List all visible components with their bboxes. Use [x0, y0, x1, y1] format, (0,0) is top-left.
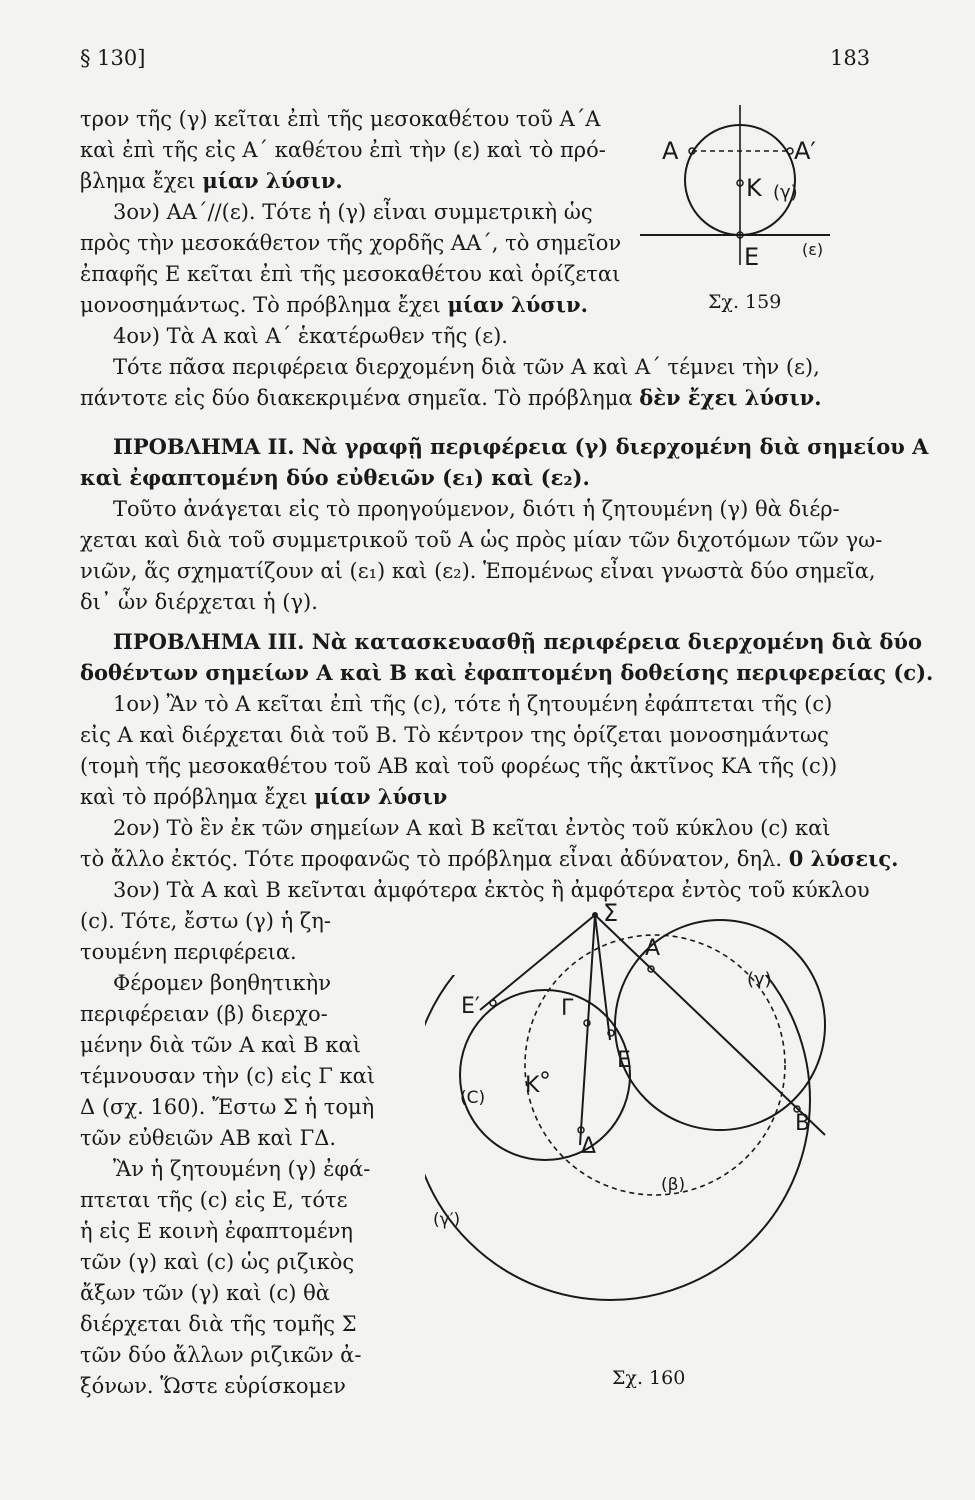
text-line: Δ (σχ. 160). Ἔστω Σ ἡ τομὴ: [80, 1095, 375, 1119]
text-line: διέρχεται διὰ τῆς τομῆς Σ: [80, 1312, 357, 1336]
section-number: § 130]: [80, 46, 146, 70]
bold-run: δὲν ἔχει λύσιν.: [639, 385, 822, 410]
label-gamma-prime: (γ′): [433, 1210, 461, 1230]
text-line: τῶν εὐθειῶν ΑΒ καὶ ΓΔ.: [80, 1126, 337, 1150]
text-line: τρον τῆς (γ) κεῖται ἐπὶ τῆς μεσοκαθέτου τοῦ Α΄Α: [80, 107, 601, 131]
text-line: 4ον) Τὰ Α καὶ Α΄ ἑκατέρωθεν τῆς (ε).: [113, 324, 508, 348]
label-delta: Δ: [581, 1134, 597, 1159]
text-run: βλημα ἔχει: [80, 169, 203, 193]
text-line: Τότε πᾶσα περιφέρεια διερχομένη διὰ τῶν Α καὶ Α΄ τέμνει τὴν (ε),: [113, 355, 820, 379]
text-line: περιφέρειαν (β) διερχο-: [80, 1002, 328, 1026]
text-line: καὶ ἐπὶ τῆς εἰς Α΄ καθέτου ἐπὶ τὴν (ε) καὶ τὸ πρό-: [80, 138, 606, 162]
text-line: 2ον) Τὸ ἓν ἐκ τῶν σημείων Α καὶ Β κεῖται ἐντὸς τοῦ κύκλου (c) καὶ: [113, 816, 831, 840]
text-line: [80, 291, 588, 319]
figure-160-caption: Σχ. 160: [612, 1367, 686, 1389]
problem-heading: [80, 659, 933, 687]
label-E-prime: E′: [461, 994, 480, 1019]
text-line: τουμένη περιφέρεια.: [80, 940, 297, 964]
text-line: [80, 845, 898, 873]
point-K: [542, 1072, 548, 1078]
text-line: 1ον) Ἂν τὸ Α κεῖται ἐπὶ τῆς (c), τότε ἡ ζητουμένη ἐφάπτεται τῆς (c): [113, 692, 833, 716]
text-line: ξόνων. Ὥστε εὑρίσκομεν: [80, 1374, 346, 1398]
figure-159: [640, 105, 870, 295]
label-K: K: [746, 174, 762, 202]
figure-159-caption: Σχ. 159: [708, 291, 782, 313]
line-sigma-E: [595, 915, 610, 1040]
text-line: 3ον) Τὰ Α καὶ Β κεῖνται ἀμφότερα ἐκτὸς ἢ ἀμφότερα ἐντὸς τοῦ κύκλου: [113, 878, 870, 902]
text-line: [80, 167, 343, 195]
text-line: πρὸς τὴν μεσοκάθετον τῆς χορδῆς ΑΑ΄, τὸ σημεῖον: [80, 231, 622, 255]
label-C: (C): [460, 1088, 486, 1108]
label-B: B: [795, 1111, 811, 1136]
text-line: τῶν δύο ἄλλων ριζικῶν ἀ-: [80, 1343, 362, 1367]
text-line: Ἂν ἡ ζητουμένη (γ) ἐφά-: [113, 1157, 371, 1181]
label-E: E: [744, 243, 760, 271]
label-A: A: [662, 137, 679, 165]
text-line: εἰς Α καὶ διέρχεται διὰ τοῦ Β. Τὸ κέντρον της ὁρίζεται μονοσημάντως: [80, 723, 829, 747]
bold-run: ΠΡΟΒΛΗΜΑ ΙΙ. Νὰ γραφῇ περιφέρεια (γ) διερχομένη διὰ σημείου Α: [113, 434, 929, 459]
circle-beta: [525, 935, 785, 1195]
text-line: πτεται τῆς (c) εἰς Ε, τότε: [80, 1188, 348, 1212]
text-run: τὸ ἄλλο ἐκτός. Τότε προφανῶς τὸ πρόβλημα εἶναι ἀδύνατον, δηλ.: [80, 847, 789, 871]
text-line: [80, 783, 447, 811]
bold-run: μίαν λύσιν.: [447, 292, 588, 317]
bold-run: μίαν λύσιν.: [202, 168, 343, 193]
text-run: μονοσημάντως. Τὸ πρόβλημα ἔχει: [80, 293, 448, 317]
problem-heading: [113, 628, 922, 656]
label-gamma: (γ): [747, 969, 772, 990]
bold-run: ΠΡΟΒΛΗΜΑ ΙΙΙ. Νὰ κατασκευασθῇ περιφέρεια διερχομένη διὰ δύο: [113, 629, 923, 654]
text-line: νιῶν, ἅς σχηματίζουν αἱ (ε₁) καὶ (ε₂). Ἑπομένως εἶναι γνωστὰ δύο σημεῖα,: [80, 559, 876, 583]
text-line: (c). Τότε, ἔστω (γ) ἡ ζη-: [80, 909, 331, 933]
text-run: καὶ τὸ πρόβλημα ἔχει: [80, 785, 315, 809]
figure-160: [425, 885, 845, 1365]
text-line: ἄξων τῶν (γ) καὶ (c) θὰ: [80, 1281, 330, 1305]
page-number: 183: [830, 46, 871, 70]
label-epsilon: (ε): [802, 240, 824, 259]
text-line: χεται καὶ διὰ τοῦ συμμετρικοῦ τοῦ Α ὡς πρὸς μίαν τῶν διχοτόμων τῶν γω-: [80, 528, 883, 552]
text-line: (τομὴ τῆς μεσοκαθέτου τοῦ ΑΒ καὶ τοῦ φορέως τῆς ἀκτῖνος ΚΑ τῆς (c)): [80, 754, 838, 778]
label-gamma: (γ): [773, 182, 798, 203]
point-sigma: [592, 912, 598, 918]
bold-run: μίαν λύσιν: [314, 784, 448, 809]
text-line: τῶν (γ) καὶ (c) ὡς ριζικὸς: [80, 1250, 355, 1274]
label-beta: (β): [661, 1175, 686, 1195]
point-E-prime: [490, 1000, 496, 1006]
problem-heading: [80, 464, 590, 492]
label-Gamma: Γ: [561, 996, 574, 1021]
bold-run: 0 λύσεις.: [788, 846, 899, 871]
text-line: [80, 384, 822, 412]
text-line: ἐπαφῆς Ε κεῖται ἐπὶ τῆς μεσοκαθέτου καὶ ὁρίζεται: [80, 262, 621, 286]
text-line: 3ον) ΑΑ΄//(ε). Τότε ἡ (γ) εἶναι συμμετρικὴ ὡς: [113, 200, 593, 224]
text-line: μένην διὰ τῶν Α καὶ Β καὶ: [80, 1033, 361, 1057]
problem-heading: [113, 433, 928, 461]
text-line: Φέρομεν βοηθητικὴν: [113, 971, 331, 995]
label-A: A: [645, 936, 661, 961]
label-K: K: [525, 1073, 540, 1098]
label-sigma: Σ: [603, 899, 619, 927]
bold-run: καὶ ἐφαπτομένη δύο εὐθειῶν (ε₁) καὶ (ε₂).: [80, 465, 590, 490]
text-run: πάντοτε εἰς δύο διακεκριμένα σημεῖα. Τὸ πρόβλημα: [80, 386, 640, 410]
line-sigma-delta: [580, 915, 595, 1145]
text-line: Τοῦτο ἀνάγεται εἰς τὸ προηγούμενον, διότι ἡ ζητουμένη (γ) θὰ διέρ-: [113, 497, 840, 521]
text-line: δι᾿ ὧν διέρχεται ἡ (γ).: [80, 590, 318, 614]
text-line: ἡ εἰς Ε κοινὴ ἐφαπτομένη: [80, 1219, 353, 1243]
text-line: τέμνουσαν τὴν (c) εἰς Γ καὶ: [80, 1064, 376, 1088]
label-E: E: [617, 1048, 631, 1073]
label-A-prime: A′: [794, 137, 816, 165]
bold-run: δοθέντων σημείων Α καὶ Β καὶ ἐφαπτομένη δοθείσης περιφερείας (c).: [80, 660, 934, 685]
